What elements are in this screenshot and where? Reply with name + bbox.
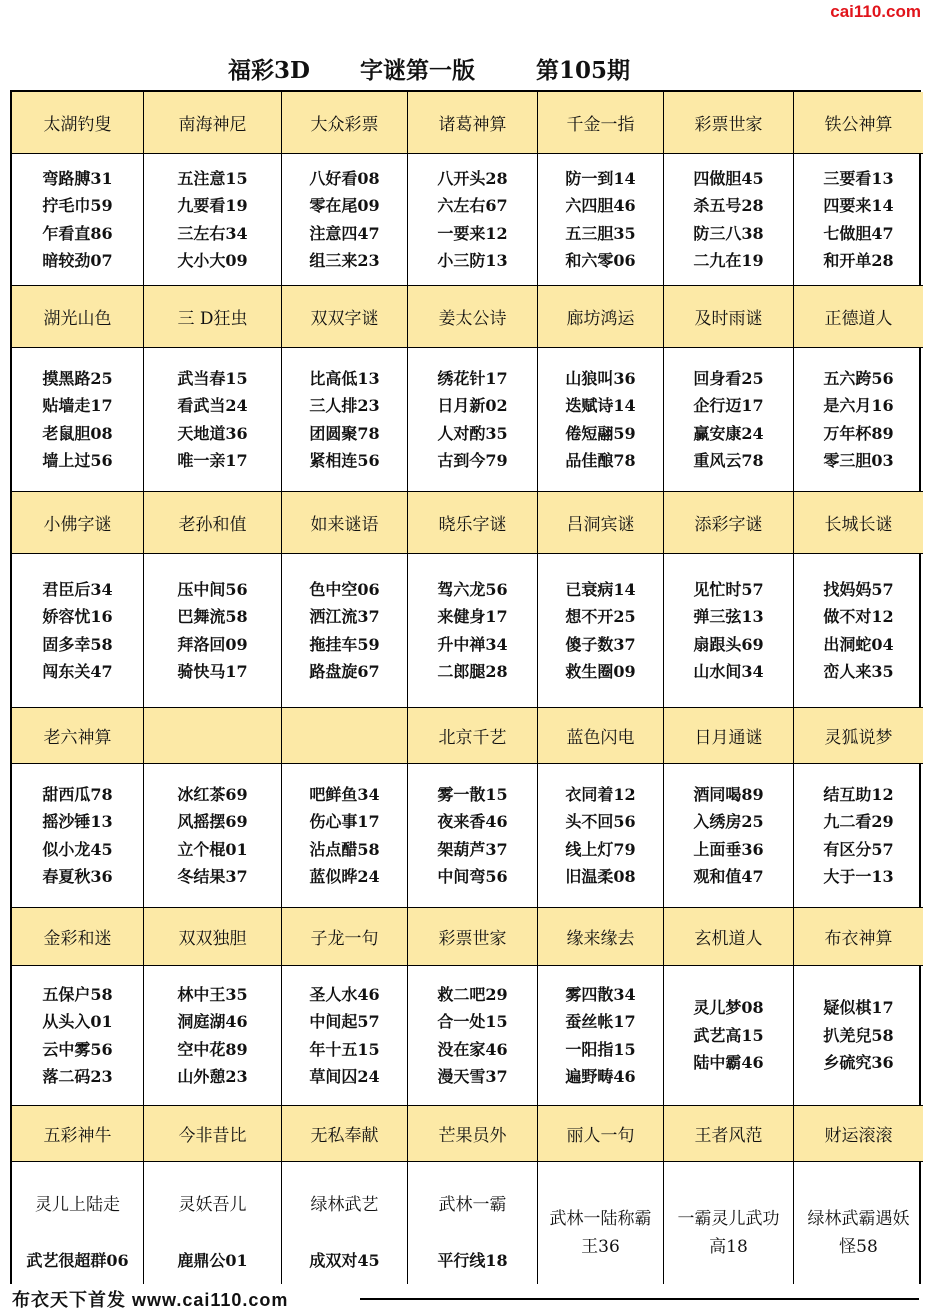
riddle-cell xyxy=(408,154,538,286)
riddle-line: 立个棍01 xyxy=(177,839,248,859)
riddle-line: 二九在19 xyxy=(693,251,764,270)
column-header: 太湖钓叟 xyxy=(12,92,144,154)
riddle-line: 出洞蛇04 xyxy=(823,634,894,654)
riddle-line: 紧相连56 xyxy=(309,451,380,470)
riddle-line: 六四胆46 xyxy=(565,196,636,215)
riddle-line: 绣花针17 xyxy=(437,368,508,388)
column-header: 布衣神算 xyxy=(794,908,923,966)
riddle-line: 倦短翮59 xyxy=(565,423,636,443)
column-header: 南海神尼 xyxy=(144,92,282,154)
riddle-line: 人对酌35 xyxy=(437,423,508,443)
riddle-line: 五三胆35 xyxy=(565,223,636,243)
riddle-line: 巴舞流58 xyxy=(177,607,248,626)
column-header: 缘来缘去 xyxy=(538,908,664,966)
riddle-line: 夜来香46 xyxy=(437,812,508,831)
riddle-line: 零在尾09 xyxy=(309,196,380,215)
riddle-line: 组三来23 xyxy=(309,251,380,270)
riddle-cell xyxy=(144,764,282,908)
footer-divider xyxy=(360,1298,919,1300)
riddle-table xyxy=(10,90,921,1306)
riddle-line: 弹三弦13 xyxy=(693,607,764,626)
riddle-cell xyxy=(794,764,923,908)
riddle-cell xyxy=(408,764,538,908)
riddle-line: 压中间56 xyxy=(177,579,248,599)
riddle-line: 九要看19 xyxy=(177,196,248,215)
riddle-line: 雾四散34 xyxy=(565,984,636,1004)
riddle-cell xyxy=(144,348,282,492)
column-header: 玄机道人 xyxy=(664,908,794,966)
riddle-line: 找妈妈57 xyxy=(823,579,894,599)
riddle-cell xyxy=(664,154,794,286)
riddle-line: 拧毛巾59 xyxy=(42,196,113,215)
column-header: 彩票世家 xyxy=(664,92,794,154)
riddle-line: 峦人来35 xyxy=(823,662,894,681)
riddle-line: 大小大09 xyxy=(177,251,248,270)
riddle-line: 三左右34 xyxy=(177,223,248,243)
riddle-line: 救二吧29 xyxy=(437,984,508,1004)
riddle-cell xyxy=(794,966,923,1106)
riddle-line: 八开头28 xyxy=(437,168,508,188)
title-lottery-name: 福彩3D xyxy=(228,57,310,84)
riddle-line: 零三胆03 xyxy=(823,451,894,470)
riddle-line: 拜洛回09 xyxy=(177,634,248,654)
column-header xyxy=(144,708,282,764)
riddle-cell xyxy=(12,966,144,1106)
riddle-cell xyxy=(794,154,923,286)
riddle-line: 回身看25 xyxy=(693,368,764,388)
riddle-line: 落二码23 xyxy=(42,1067,113,1086)
column-header: 双双独胆 xyxy=(144,908,282,966)
riddle-line: 平行线18 xyxy=(437,1251,508,1270)
riddle-line: 和开单28 xyxy=(823,251,894,270)
column-header: 吕洞宾谜 xyxy=(538,492,664,554)
riddle-line: 灵妖吾儿 xyxy=(178,1195,247,1215)
riddle-cell xyxy=(794,554,923,708)
riddle-cell xyxy=(664,348,794,492)
riddle-cell xyxy=(538,764,664,908)
column-header: 丽人一句 xyxy=(538,1106,664,1162)
riddle-cell xyxy=(664,554,794,708)
column-header: 今非昔比 xyxy=(144,1106,282,1162)
riddle-line: 头不回56 xyxy=(565,812,636,831)
riddle-line: 山狼叫36 xyxy=(565,368,636,388)
riddle-line: 驾六龙56 xyxy=(437,579,508,599)
riddle-line: 四要来14 xyxy=(823,196,894,215)
riddle-line: 一要来12 xyxy=(437,223,508,243)
riddle-cell xyxy=(664,966,794,1106)
riddle-line: 八好看08 xyxy=(309,168,380,188)
riddle-line: 古到今79 xyxy=(437,451,508,470)
riddle-line: 救生圈09 xyxy=(565,662,636,681)
riddle-line: 九二看29 xyxy=(823,812,894,831)
column-header: 正德道人 xyxy=(794,286,923,348)
riddle-line: 蓝似晔24 xyxy=(309,867,380,886)
riddle-cell xyxy=(144,554,282,708)
riddle-line: 圣人水46 xyxy=(309,984,380,1004)
riddle-cell xyxy=(282,348,408,492)
riddle-cell xyxy=(12,554,144,708)
column-header: 长城长谜 xyxy=(794,492,923,554)
riddle-line: 遍野畴46 xyxy=(565,1067,636,1086)
column-header: 千金一指 xyxy=(538,92,664,154)
riddle-line: 甜西瓜78 xyxy=(42,784,113,804)
riddle-line: 二郎腿28 xyxy=(437,662,508,681)
column-header: 金彩和迷 xyxy=(12,908,144,966)
riddle-line: 闯东关47 xyxy=(42,662,113,681)
riddle-cell xyxy=(282,764,408,908)
column-header: 及时雨谜 xyxy=(664,286,794,348)
riddle-cell xyxy=(282,554,408,708)
column-header: 晓乐字谜 xyxy=(408,492,538,554)
footer-text: 布衣天下首发 www.cai110.com xyxy=(12,1290,289,1310)
riddle-line: 万年杯89 xyxy=(823,423,894,443)
column-header: 老六神算 xyxy=(12,708,144,764)
column-header: 芒果员外 xyxy=(408,1106,538,1162)
riddle-line: 沾点醋58 xyxy=(309,839,380,859)
riddle-line: 吧鲜鱼34 xyxy=(309,784,380,804)
riddle-line: 春夏秋36 xyxy=(42,867,113,886)
riddle-line: 山水间34 xyxy=(693,662,764,681)
riddle-line: 五保户58 xyxy=(42,984,113,1004)
riddle-line: 似小龙45 xyxy=(42,839,113,859)
riddle-line: 天地道36 xyxy=(177,423,248,443)
riddle-line: 来健身17 xyxy=(437,607,508,626)
column-header: 如来谜语 xyxy=(282,492,408,554)
riddle-line: 没在家46 xyxy=(437,1039,508,1059)
riddle-line: 蚕丝帐17 xyxy=(565,1012,636,1031)
column-header: 子龙一句 xyxy=(282,908,408,966)
riddle-line: 想不开25 xyxy=(565,607,636,626)
riddle-cell xyxy=(282,1162,408,1304)
riddle-line: 衣同着12 xyxy=(565,784,636,804)
riddle-line: 墙上过56 xyxy=(42,451,113,470)
column-header: 小佛字谜 xyxy=(12,492,144,554)
column-header: 蓝色闪电 xyxy=(538,708,664,764)
riddle-line: 注意四47 xyxy=(309,223,380,243)
riddle-line: 伤心事17 xyxy=(309,812,380,831)
riddle-cell xyxy=(408,966,538,1106)
riddle-line: 小三防13 xyxy=(437,251,508,270)
riddle-cell xyxy=(12,154,144,286)
riddle-line: 杀五号28 xyxy=(693,196,764,215)
column-header: 诸葛神算 xyxy=(408,92,538,154)
riddle-line: 中间弯56 xyxy=(437,867,508,886)
riddle-line: 入绣房25 xyxy=(693,812,764,831)
riddle-cell xyxy=(408,554,538,708)
column-header: 北京千艺 xyxy=(408,708,538,764)
riddle-line: 上面垂36 xyxy=(693,839,764,859)
riddle-cell xyxy=(664,1162,794,1304)
riddle-line: 唯一亲17 xyxy=(177,451,248,470)
riddle-line: 疑似棋17 xyxy=(823,998,894,1018)
riddle-line: 陆中霸46 xyxy=(693,1053,764,1073)
riddle-cell xyxy=(144,154,282,286)
riddle-line: 扇跟头69 xyxy=(693,634,764,654)
riddle-cell xyxy=(282,966,408,1106)
riddle-line: 弯路膊31 xyxy=(42,168,113,188)
riddle-cell xyxy=(538,1162,664,1304)
column-header: 无私奉献 xyxy=(282,1106,408,1162)
riddle-line: 防三八38 xyxy=(693,223,764,243)
riddle-line: 见忙时57 xyxy=(693,579,764,599)
column-header: 彩票世家 xyxy=(408,908,538,966)
riddle-line: 武林一霸 xyxy=(438,1195,507,1215)
riddle-line: 升中禅34 xyxy=(437,634,508,654)
riddle-line: 绿林武艺 xyxy=(310,1195,379,1215)
riddle-line: 雾一散15 xyxy=(437,784,508,804)
column-header: 铁公神算 xyxy=(794,92,923,154)
riddle-cell xyxy=(144,1162,282,1304)
site-logo: cai110.com xyxy=(830,2,921,21)
title-edition: 字谜第一版 xyxy=(360,57,475,84)
riddle-line: 色中空06 xyxy=(309,579,380,599)
riddle-line: 君臣后34 xyxy=(42,579,113,599)
column-header: 三 D狂虫 xyxy=(144,286,282,348)
riddle-line: 绿林武霸遇妖怪58 xyxy=(807,1209,910,1257)
riddle-line: 年十五15 xyxy=(309,1039,380,1059)
riddle-line: 观和值47 xyxy=(693,867,764,886)
riddle-line: 灵儿梦08 xyxy=(693,998,764,1018)
riddle-cell xyxy=(12,764,144,908)
riddle-line: 洞庭湖46 xyxy=(177,1012,248,1031)
riddle-line: 路盘旋67 xyxy=(309,662,380,681)
riddle-line: 看武当24 xyxy=(177,396,248,415)
riddle-line: 已衰病14 xyxy=(565,579,636,599)
riddle-line: 扒羌兒58 xyxy=(823,1025,894,1045)
riddle-line: 武艺很超群06 xyxy=(26,1251,129,1270)
column-header: 五彩神牛 xyxy=(12,1106,144,1162)
riddle-line: 和六零06 xyxy=(565,251,636,270)
riddle-line: 乍看直86 xyxy=(42,223,113,243)
riddle-line: 冬结果37 xyxy=(177,867,248,886)
riddle-line: 成双对45 xyxy=(309,1251,380,1270)
riddle-line: 摇沙锤13 xyxy=(42,812,113,831)
riddle-line: 中间起57 xyxy=(309,1012,380,1031)
riddle-line: 比高低13 xyxy=(309,368,380,388)
column-header: 灵狐说梦 xyxy=(794,708,923,764)
riddle-line: 赢安康24 xyxy=(693,423,764,443)
column-header xyxy=(282,708,408,764)
riddle-line: 三人排23 xyxy=(309,396,380,415)
riddle-line: 一霸灵儿武功高18 xyxy=(677,1209,780,1257)
riddle-cell xyxy=(408,348,538,492)
riddle-line: 云中雾56 xyxy=(42,1039,113,1059)
riddle-line: 五注意15 xyxy=(177,168,248,188)
column-header: 财运滚滚 xyxy=(794,1106,923,1162)
riddle-line: 从头入01 xyxy=(42,1012,113,1031)
riddle-line: 七做胆47 xyxy=(823,223,894,243)
riddle-line: 是六月16 xyxy=(823,396,894,415)
riddle-line: 五六跨56 xyxy=(823,368,894,388)
riddle-line: 六左右67 xyxy=(437,196,508,215)
column-header: 姜太公诗 xyxy=(408,286,538,348)
riddle-cell xyxy=(282,154,408,286)
riddle-line: 山外憩23 xyxy=(177,1067,248,1086)
riddle-line: 武艺高15 xyxy=(693,1025,764,1045)
riddle-cell xyxy=(538,966,664,1106)
column-header: 大众彩票 xyxy=(282,92,408,154)
riddle-line: 酒同喝89 xyxy=(693,784,764,804)
riddle-line: 团圆聚78 xyxy=(309,423,380,443)
riddle-line: 风摇摆69 xyxy=(177,812,248,831)
riddle-line: 四做胆45 xyxy=(693,168,764,188)
riddle-line: 一阳指15 xyxy=(565,1039,636,1059)
riddle-line: 有区分57 xyxy=(823,839,894,859)
riddle-line: 娇容忧16 xyxy=(42,607,113,626)
title-issue-number: 第105期 xyxy=(536,57,631,84)
riddle-line: 鹿鼎公01 xyxy=(177,1251,248,1270)
riddle-line: 冰红茶69 xyxy=(177,784,248,804)
riddle-line: 草间囚24 xyxy=(309,1067,380,1086)
riddle-line: 企行迈17 xyxy=(693,396,764,415)
riddle-line: 拖挂车59 xyxy=(309,634,380,654)
riddle-line: 灵儿上陆走 xyxy=(35,1195,120,1215)
riddle-line: 线上灯79 xyxy=(565,839,636,859)
riddle-cell xyxy=(408,1162,538,1304)
column-header: 添彩字谜 xyxy=(664,492,794,554)
riddle-cell xyxy=(538,154,664,286)
column-header: 王者风范 xyxy=(664,1106,794,1162)
riddle-line: 武林一陆称霸王36 xyxy=(549,1209,652,1257)
riddle-line: 做不对12 xyxy=(823,607,894,626)
riddle-line: 结互助12 xyxy=(823,784,894,804)
column-header: 廊坊鸿运 xyxy=(538,286,664,348)
riddle-line: 摸黑路25 xyxy=(42,368,113,388)
riddle-cell xyxy=(144,966,282,1106)
riddle-line: 固多幸58 xyxy=(42,634,113,654)
footer-banner xyxy=(0,1284,927,1310)
riddle-cell xyxy=(538,348,664,492)
riddle-line: 合一处15 xyxy=(437,1012,508,1031)
riddle-line: 贴墙走17 xyxy=(42,396,113,415)
riddle-line: 洒江流37 xyxy=(309,607,380,626)
riddle-line: 林中王35 xyxy=(177,984,248,1004)
column-header: 日月通谜 xyxy=(664,708,794,764)
riddle-cell xyxy=(538,554,664,708)
column-header: 双双字谜 xyxy=(282,286,408,348)
riddle-line: 迭赋诗14 xyxy=(565,396,636,415)
riddle-line: 武当春15 xyxy=(177,368,248,388)
riddle-line: 三要看13 xyxy=(823,168,894,188)
column-header: 老孙和值 xyxy=(144,492,282,554)
riddle-cell xyxy=(794,1162,923,1304)
riddle-cell xyxy=(664,764,794,908)
page-title xyxy=(0,52,927,86)
riddle-line: 乡硫究36 xyxy=(823,1053,894,1073)
column-header: 湖光山色 xyxy=(12,286,144,348)
riddle-line: 暗较劲07 xyxy=(42,251,113,270)
riddle-cell xyxy=(794,348,923,492)
riddle-line: 老鼠胆08 xyxy=(42,423,113,443)
riddle-line: 品佳酿78 xyxy=(565,451,636,470)
riddle-line: 旧温柔08 xyxy=(565,867,636,886)
riddle-line: 日月新02 xyxy=(437,396,508,415)
riddle-line: 漫天雪37 xyxy=(437,1067,508,1086)
riddle-line: 防一到14 xyxy=(565,168,636,188)
riddle-cell xyxy=(12,1162,144,1304)
riddle-line: 架葫芦37 xyxy=(437,839,508,859)
riddle-line: 大于一13 xyxy=(823,867,894,886)
riddle-line: 傻子数37 xyxy=(565,634,636,654)
riddle-line: 骑快马17 xyxy=(177,662,248,681)
riddle-line: 重风云78 xyxy=(693,451,764,470)
riddle-cell xyxy=(12,348,144,492)
riddle-line: 空中花89 xyxy=(177,1039,248,1059)
